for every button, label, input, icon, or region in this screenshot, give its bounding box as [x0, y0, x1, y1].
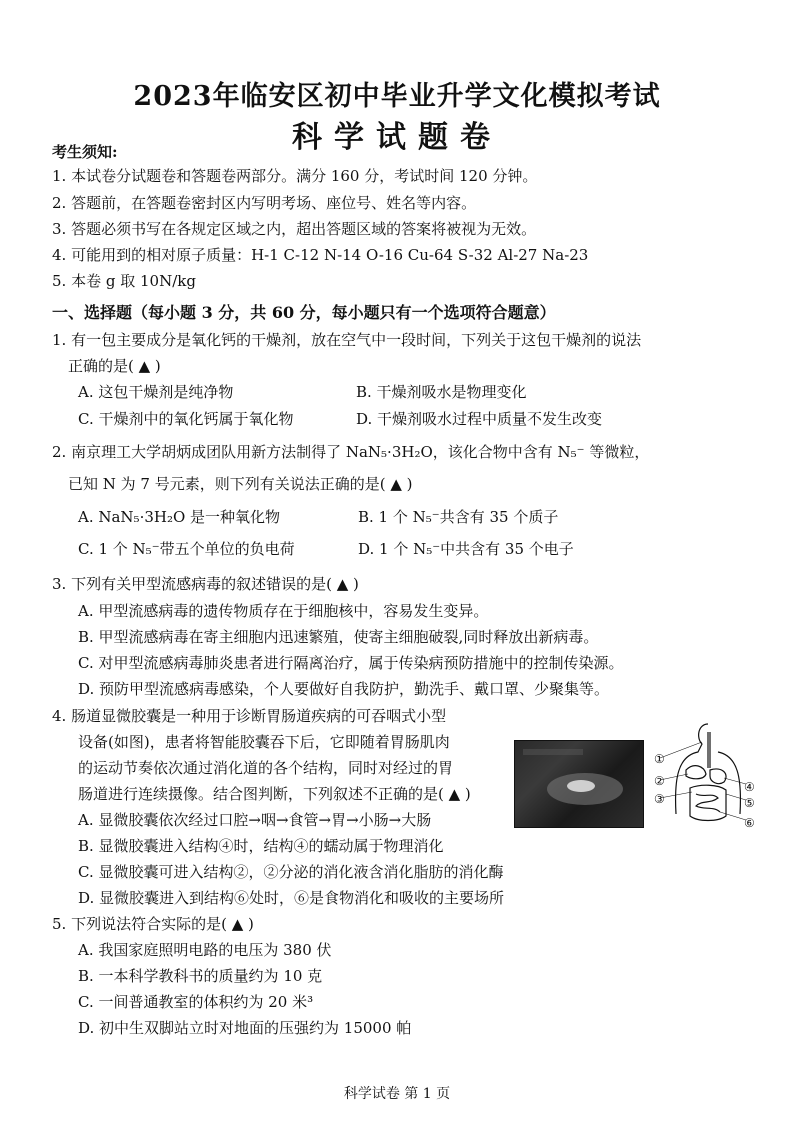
notice-item: 4. 可能用到的相对原子质量：H-1 C-12 N-14 O-16 Cu-64 S-32 Al-27 Na-23 — [52, 246, 589, 264]
diagram-label-3: ③ — [654, 792, 665, 806]
question-5-option-a: A. 我国家庭照明电路的电压为 380 伏 — [78, 941, 332, 959]
diagram-label-4: ④ — [744, 780, 755, 794]
notice-item: 1. 本试卷分试题卷和答题卷两部分。满分 160 分，考试时间 120 分钟。 — [52, 167, 538, 185]
question-4-option-d: D. 显微胶囊进入到结构⑥处时，⑥是食物消化和吸收的主要场所 — [78, 889, 505, 907]
question-2-option-a: A. NaN₅·3H₂O 是一种氧化物 — [78, 508, 281, 526]
question-4-option-b: B. 显微胶囊进入结构④时，结构④的蠕动属于物理消化 — [78, 837, 444, 855]
question-5-option-c: C. 一间普通教室的体积约为 20 米³ — [78, 993, 314, 1011]
question-5-option-b: B. 一本科学教科书的质量约为 10 克 — [78, 967, 323, 985]
notice-item: 3. 答题必须书写在各规定区域之内，超出答题区域的答案将被视为无效。 — [52, 220, 537, 238]
question-3-option-c: C. 对甲型流感病毒肺炎患者进行隔离治疗，属于传染病预防措施中的控制传染源。 — [78, 654, 624, 672]
question-1-stem: 1. 有一包主要成分是氧化钙的干燥剂，放在空气中一段时间，下列关于这包干燥剂的说法 — [52, 331, 642, 349]
diagram-label-1: ① — [654, 752, 665, 766]
question-4-stem-cont: 设备(如图)，患者将智能胶囊吞下后，它即随着胃肠肌肉 — [78, 733, 450, 751]
question-3-option-a: A. 甲型流感病毒的遗传物质存在于细胞核中，容易发生变异。 — [78, 602, 489, 620]
question-2-option-b: B. 1 个 N₅⁻共含有 35 个质子 — [358, 508, 559, 526]
question-3-stem: 3. 下列有关甲型流感病毒的叙述错误的是( ▲ ) — [52, 575, 359, 593]
paper-subtitle: 科学试题卷 — [292, 120, 502, 155]
question-2-stem-cont: 已知 N 为 7 号元素，则下列有关说法正确的是( ▲ ) — [68, 475, 413, 493]
question-4-option-a: A. 显微胶囊依次经过口腔→咽→食管→胃→小肠→大肠 — [78, 811, 432, 829]
question-4-stem-cont: 的运动节奏依次通过消化道的各个结构，同时对经过的胃 — [78, 759, 454, 777]
question-1-stem-cont: 正确的是( ▲ ) — [68, 357, 161, 375]
question-1-option-d: D. 干燥剂吸水过程中质量不发生改变 — [356, 410, 603, 428]
question-5-stem: 5. 下列说法符合实际的是( ▲ ) — [52, 915, 254, 933]
question-2-option-d: D. 1 个 N₅⁻中共含有 35 个电子 — [358, 540, 574, 558]
question-1-option-a: A. 这包干燥剂是纯净物 — [78, 383, 234, 401]
question-2-option-c: C. 1 个 N₅⁻带五个单位的负电荷 — [78, 540, 295, 558]
question-4-stem-cont: 肠道进行连续摄像。结合图判断，下列叙述不正确的是( ▲ ) — [78, 785, 471, 803]
notice-heading: 考生须知: — [52, 143, 118, 161]
notice-item: 5. 本卷 g 取 10N/kg — [52, 272, 196, 290]
question-1-option-c: C. 干燥剂中的氧化钙属于氧化物 — [78, 410, 294, 428]
diagram-label-6: ⑥ — [744, 816, 755, 830]
question-4-option-c: C. 显微胶囊可进入结构②，②分泌的消化液含消化脂肪的消化酶 — [78, 863, 504, 881]
question-4-stem: 4. 肠道显微胶囊是一种用于诊断胃肠道疾病的可吞咽式小型 — [52, 707, 447, 725]
question-5-option-d: D. 初中生双脚站立时对地面的压强约为 15000 帕 — [78, 1019, 412, 1037]
section-heading: 一、选择题（每小题 3 分，共 60 分，每小题只有一个选项符合题意） — [52, 303, 556, 322]
page-footer: 科学试卷 第 1 页 — [343, 1086, 451, 1102]
diagram-label-2: ② — [654, 774, 665, 788]
question-3-option-d: D. 预防甲型流感病毒感染，个人要做好自我防护，勤洗手、戴口罩、少聚集等。 — [78, 680, 610, 698]
question-1-option-b: B. 干燥剂吸水是物理变化 — [356, 383, 527, 401]
hand-holding-capsule-icon — [515, 741, 643, 827]
question-2-stem: 2. 南京理工大学胡炳成团队用新方法制得了 NaN₅·3H₂O，该化合物中含有 N₅⁻ 等微粒， — [52, 443, 650, 461]
diagram-label-5: ⑤ — [744, 796, 755, 810]
capsule-photo — [514, 740, 644, 828]
question-3-option-b: B. 甲型流感病毒在寄主细胞内迅速繁殖，使寄主细胞破裂,同时释放出新病毒。 — [78, 628, 599, 646]
notice-item: 2. 答题前，在答题卷密封区内写明考场、座位号、姓名等内容。 — [52, 194, 477, 212]
exam-title: 2023年临安区初中毕业升学文化模拟考试 — [133, 81, 661, 112]
